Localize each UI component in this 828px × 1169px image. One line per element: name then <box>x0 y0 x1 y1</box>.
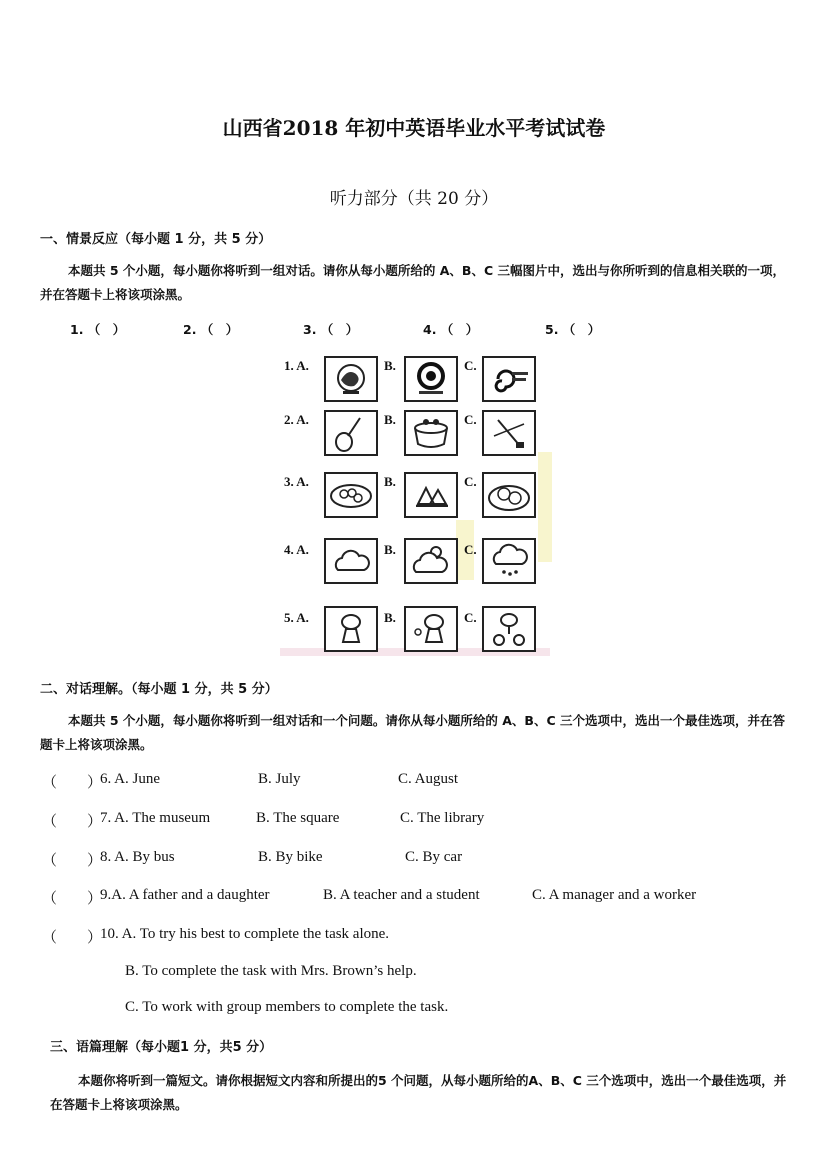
q6-option-a: 6. A. June <box>100 771 160 787</box>
row3-label: 3. A. <box>284 474 309 489</box>
answer-blank-1[interactable]: 1. （ ） <box>70 322 126 337</box>
row4-c-label: C. <box>464 542 477 557</box>
picture-1b[interactable] <box>404 356 458 402</box>
q7-answer-paren[interactable]: （ ） <box>42 814 103 830</box>
row5-b-label: B. <box>384 610 396 625</box>
q8-option-b: B. By bike <box>258 849 323 865</box>
q6-option-c: C. August <box>398 771 459 787</box>
girl-character-icon <box>326 608 376 650</box>
section3-heading: 三、语篇理解（每小题1 分，共5 分） <box>50 1040 273 1055</box>
erhu-instrument-icon <box>484 412 534 454</box>
girl-on-bike-icon <box>484 608 534 650</box>
q9-answer-paren[interactable]: （ ） <box>42 891 103 907</box>
answer-blank-2[interactable]: 2. （ ） <box>183 322 239 337</box>
dumplings-plate-icon <box>326 474 376 516</box>
row5-c-label: C. <box>464 610 477 625</box>
row1-b-label: B. <box>384 358 396 373</box>
zongzi-icon <box>406 474 456 516</box>
picture-2a[interactable] <box>324 410 378 456</box>
sun-cloud-weather-icon <box>406 540 456 582</box>
picture-4a[interactable] <box>324 538 378 584</box>
q8-option-c: C. By car <box>405 849 463 865</box>
round-seal-logo-icon <box>406 358 456 400</box>
cloudy-weather-icon <box>326 540 376 582</box>
picture-3b[interactable] <box>404 472 458 518</box>
q10-option-b: B. To complete the task with Mrs. Brown’s help. <box>125 963 417 979</box>
q9-option-b: B. A teacher and a student <box>323 887 480 903</box>
row2-b-label: B. <box>384 412 396 427</box>
picture-2b[interactable] <box>404 410 458 456</box>
q10-option-a: 10. A. To try his best to complete the task alone. <box>100 926 390 942</box>
picture-5b[interactable] <box>404 606 458 652</box>
rainy-weather-icon <box>484 540 534 582</box>
q9-option-a: 9.A. A father and a daughter <box>100 887 270 903</box>
q9-option-c: C. A manager and a worker <box>532 887 697 903</box>
row1-c-label: C. <box>464 358 477 373</box>
picture-1c[interactable] <box>482 356 536 402</box>
picture-5c[interactable] <box>482 606 536 652</box>
q10-option-c: C. To work with group members to complete the task. <box>125 999 449 1015</box>
row1-label: 1. A. <box>284 358 309 373</box>
answer-blank-3[interactable]: 3. （ ） <box>303 322 359 337</box>
picture-3c[interactable] <box>482 472 536 518</box>
section1-instruction: 本题共 5 个小题，每小题你将听到一组对话。请你从每小题所给的 A、B、C 三幅图片中，选出与你所听到的信息相关联的一项，并在答题卡上将该项涂黑。 <box>40 263 785 302</box>
row2-label: 2. A. <box>284 412 309 427</box>
answer-blank-5[interactable]: 5. （ ） <box>545 322 601 337</box>
row4-b-label: B. <box>384 542 396 557</box>
picture-4b[interactable] <box>404 538 458 584</box>
answer-blank-4[interactable]: 4. （ ） <box>423 322 479 337</box>
scan-stain <box>538 452 552 562</box>
row4-label: 4. A. <box>284 542 309 557</box>
section2-instruction: 本题共 5 个小题，每小题你将听到一组对话和一个问题。请你从每小题所给的 A、B、C 三个选项中，选出一个最佳选项，并在答题卡上将该项涂黑。 <box>40 713 785 752</box>
q7-option-c: C. The library <box>400 810 485 826</box>
q10-answer-paren[interactable]: （ ） <box>42 930 103 946</box>
pipa-instrument-icon <box>326 412 376 454</box>
mooncake-plate-icon <box>484 474 534 516</box>
q7-option-a: 7. A. The museum <box>100 810 211 826</box>
listening-subtitle: 听力部分（共 20 分） <box>329 189 499 209</box>
q6-option-b: B. July <box>258 771 301 787</box>
row3-b-label: B. <box>384 474 396 489</box>
section3-instruction: 本题你将听到一篇短文。请你根据短文内容和所提出的5 个问题，从每小题所给的A、B、C 三个选项中，选出一个最佳选项，并在答题卡上将该项涂黑。 <box>50 1073 787 1112</box>
picture-4c[interactable] <box>482 538 536 584</box>
q8-answer-paren[interactable]: （ ） <box>42 853 103 869</box>
spiral-logo-icon <box>484 358 534 400</box>
picture-3a[interactable] <box>324 472 378 518</box>
row3-c-label: C. <box>464 474 477 489</box>
q7-option-b: B. The square <box>256 810 340 826</box>
q8-option-a: 8. A. By bus <box>100 849 175 865</box>
row2-c-label: C. <box>464 412 477 427</box>
section2-heading: 二、对话理解。（每小题 1 分，共 5 分） <box>40 682 278 697</box>
girl-with-flowers-icon <box>406 608 456 650</box>
picture-2c[interactable] <box>482 410 536 456</box>
row5-label: 5. A. <box>284 610 309 625</box>
picture-1a[interactable] <box>324 356 378 402</box>
picture-5a[interactable] <box>324 606 378 652</box>
picture-grid <box>280 352 550 660</box>
drum-icon <box>406 412 456 454</box>
page-title: 山西省2018 年初中英语毕业水平考试试卷 <box>222 116 606 140</box>
dragon-logo-icon <box>326 358 376 400</box>
section1-heading: 一、情景反应（每小题 1 分，共 5 分） <box>40 232 272 247</box>
q6-answer-paren[interactable]: （ ） <box>42 775 103 791</box>
